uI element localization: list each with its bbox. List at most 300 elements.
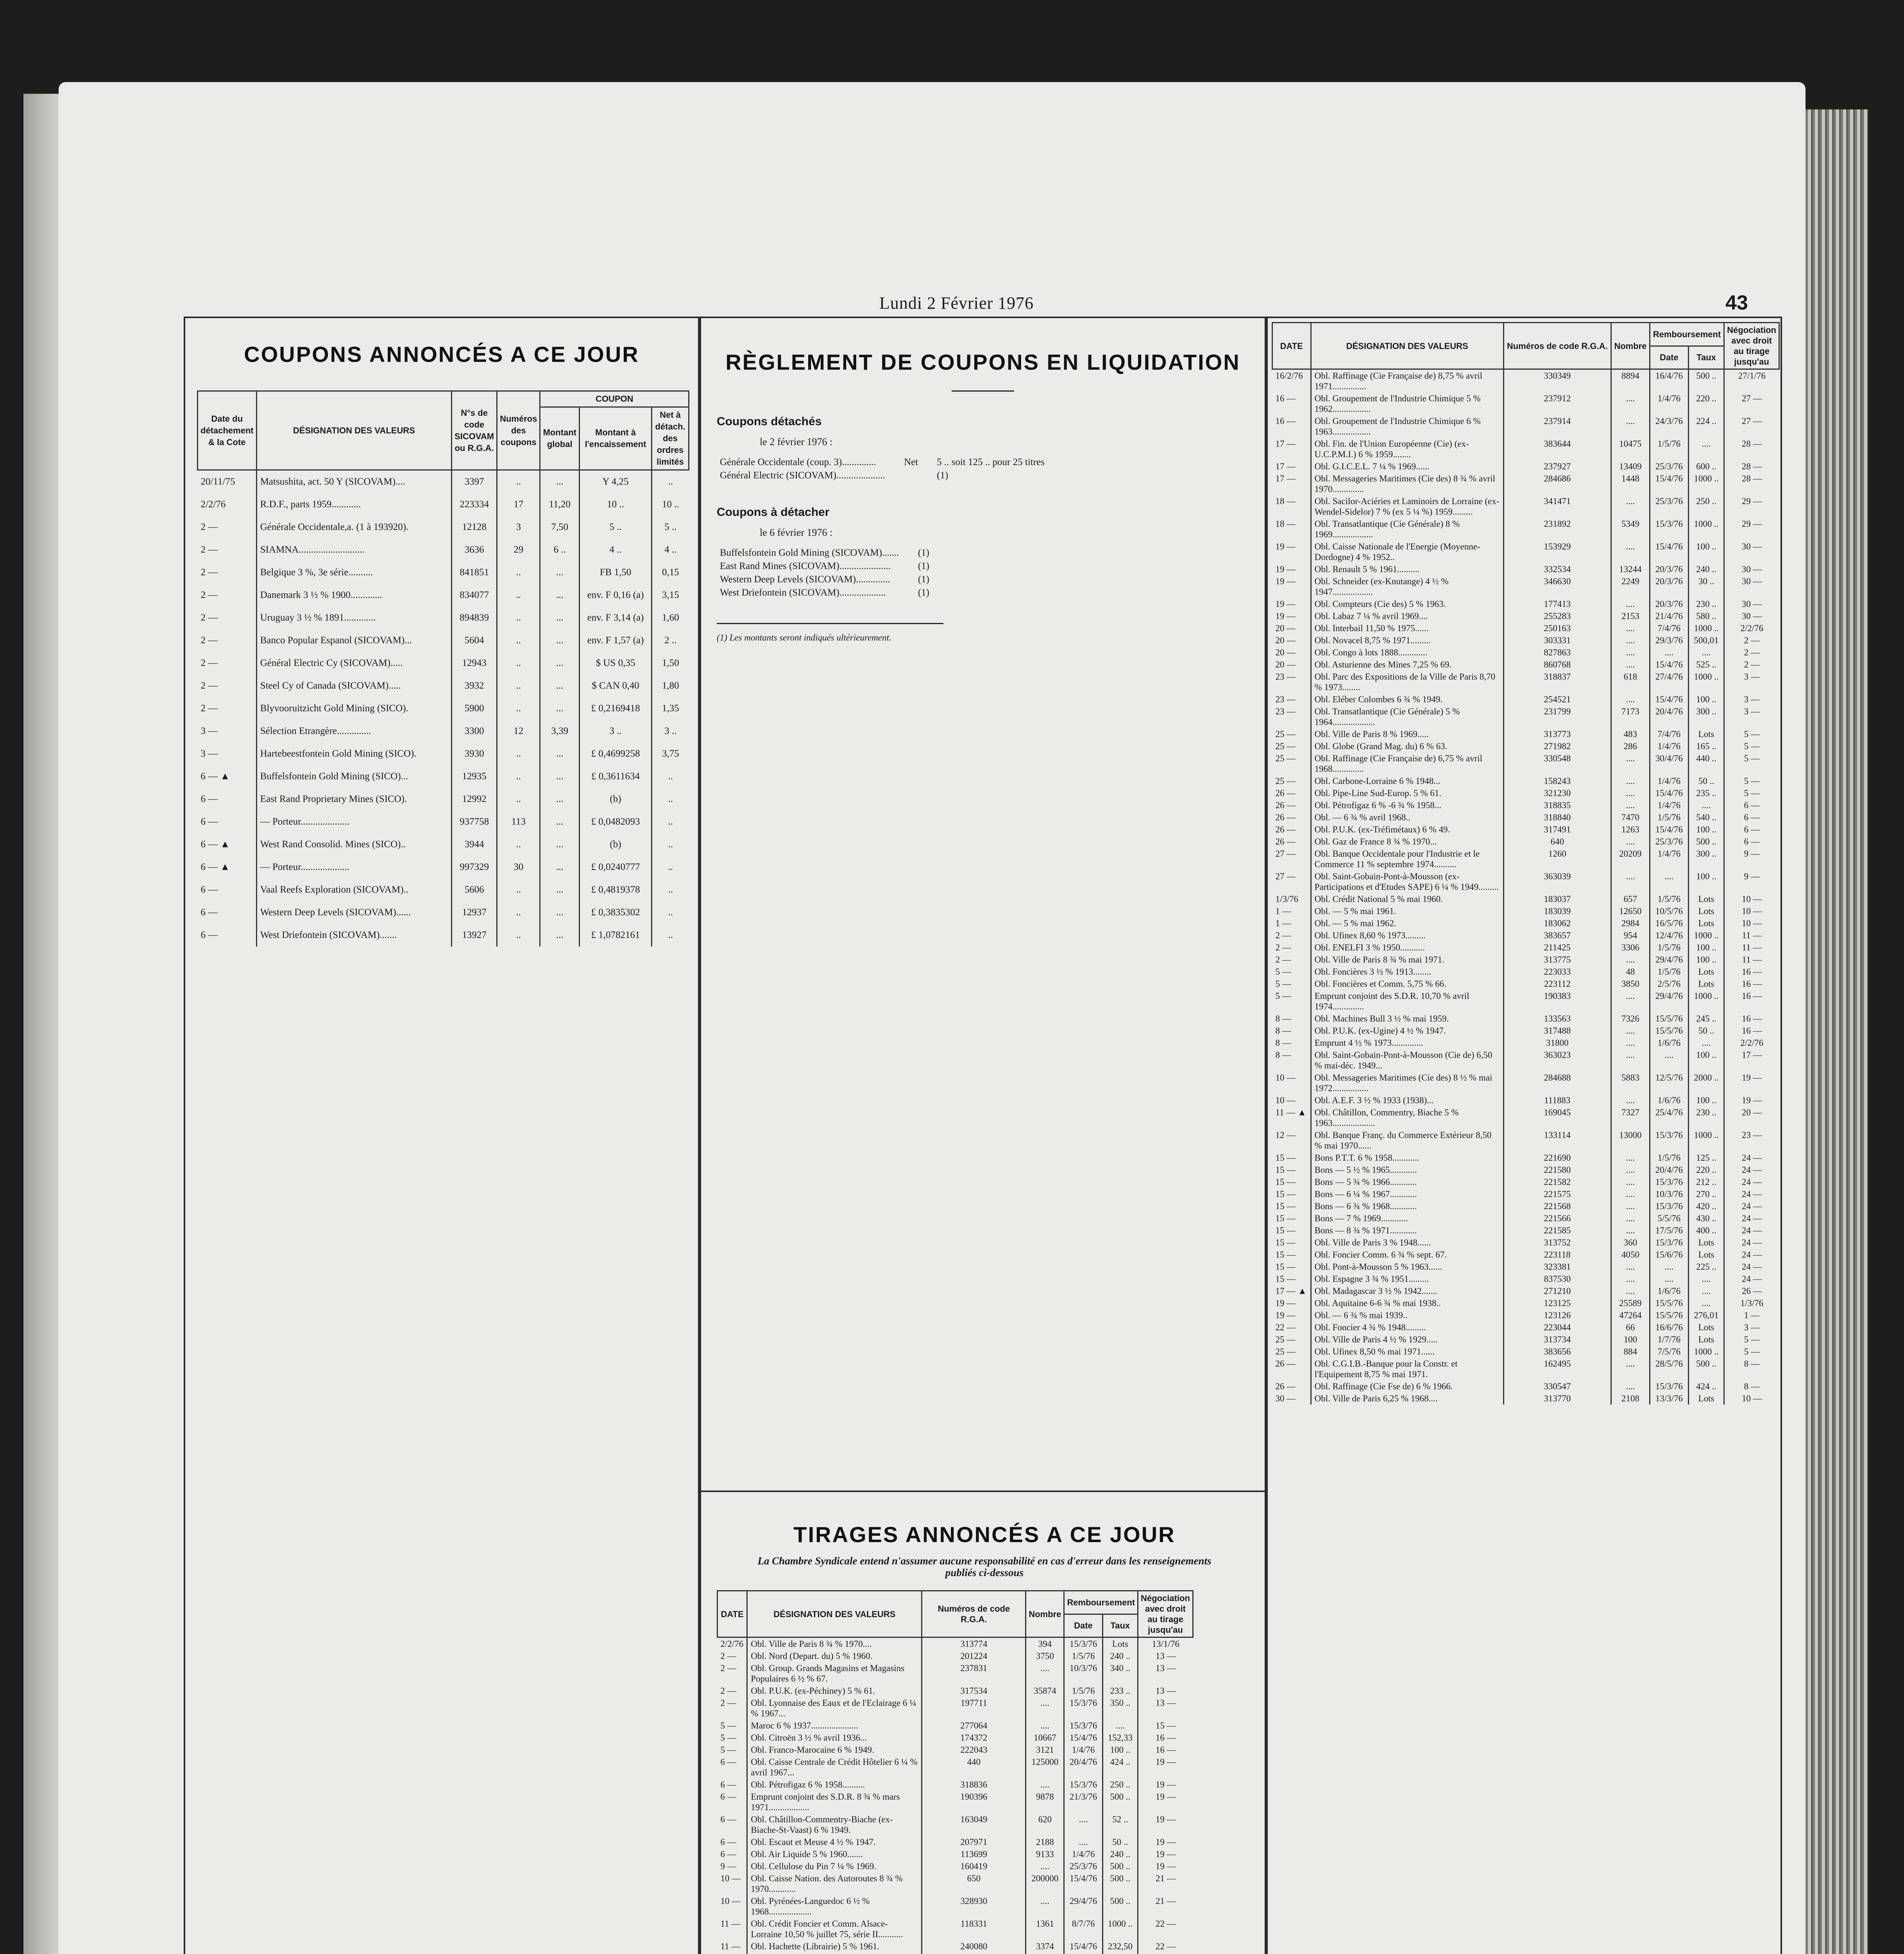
tirage-suite-row-cell: 19 —	[1275, 542, 1296, 551]
coupon-row-cell: ...	[540, 765, 580, 788]
coupon-row-cell: 6 —	[200, 884, 218, 895]
tirage-suite-row-cell: 284686	[1503, 472, 1611, 495]
tirage-suite-row-cell: 5/5/76	[1650, 1212, 1688, 1224]
tirage-suite-row	[1272, 1188, 1779, 1200]
tirage-suite-row-cell: 30 —	[1724, 540, 1779, 563]
tirage-suite-row-cell: 165 ..	[1688, 740, 1724, 752]
tirage-suite-row-cell: 27 —	[1724, 392, 1779, 415]
tirage-suite-row-cell: 1/3/76	[1724, 1297, 1779, 1309]
tirage-suite-row-cell: 440 ..	[1688, 752, 1724, 775]
coupon-row-cell: 6 ..	[540, 539, 580, 561]
tirage-suite-row	[1272, 1037, 1779, 1049]
coupon-row-cell: Uruguay 3 ½ % 1891.............	[256, 607, 451, 629]
tirage-row-cell: 201224	[922, 1650, 1026, 1662]
tirage-suite-row-cell: 16 —	[1724, 978, 1779, 990]
coupons-annonces-section	[184, 317, 700, 1954]
tirage-suite-row-cell: 24/3/76	[1650, 415, 1688, 438]
tirage-suite-row-cell: 10 —	[1275, 1073, 1296, 1083]
tirage-row-cell: 19 —	[1138, 1756, 1193, 1779]
tirage-row-cell: Obl. Group. Grands Magasins et Magasins Populaires 6 ½ % 67.	[747, 1662, 922, 1685]
coupon-row-cell: ..	[652, 788, 689, 811]
coupon-row-cell: 29	[497, 539, 540, 561]
tirage-row-cell: 500 ..	[1102, 1791, 1138, 1813]
adetacher-row-cell: Buffelsfontein Gold Mining (SICOVAM).......	[720, 548, 899, 558]
reglement-note: (1) Les montants seront indiqués ultérieurement.	[717, 633, 891, 642]
tirage-suite-row-cell: 3306	[1611, 941, 1650, 954]
tirage-suite-row-cell: ....	[1611, 1285, 1650, 1297]
tirage-suite-row-cell: 1/5/76	[1650, 438, 1688, 460]
tirage-suite-row-cell: 2 —	[1724, 634, 1779, 646]
coupon-row	[198, 788, 689, 811]
tirage-row-cell: 160419	[922, 1860, 1026, 1872]
tirage-suite-row-cell: 500 ..	[1688, 369, 1724, 393]
coupon-row-cell: Western Deep Levels (SICOVAM)......	[256, 901, 451, 924]
tirage-row-cell: 35874	[1026, 1685, 1064, 1697]
coupon-row-cell: £ 0,3611634	[580, 765, 652, 788]
tirage-row-cell: ....	[1026, 1895, 1064, 1918]
tirage-suite-row-cell: Obl. Ville de Paris 8 % 1969.....	[1311, 728, 1503, 740]
tirage-suite-row-cell: 8 —	[1724, 1358, 1779, 1380]
tirage-suite-row-cell: 158243	[1503, 775, 1611, 787]
coupon-row-cell: 3 ..	[580, 720, 652, 743]
tirage-suite-row-cell: ....	[1611, 634, 1650, 646]
detache-row	[717, 456, 1060, 469]
tirage-row-cell	[1064, 1952, 1102, 1954]
tirage-suite-row-cell: 9 —	[1724, 848, 1779, 870]
tirages-rows	[718, 1637, 1193, 1954]
tirage-suite-row-cell: 29 —	[1724, 518, 1779, 540]
tirage-suite-row-cell: 19 —	[1275, 564, 1296, 574]
tirage-suite-row	[1272, 848, 1779, 870]
tirage-suite-row-cell: 317488	[1503, 1025, 1611, 1037]
tirage-suite-row-cell: 100 ..	[1688, 1094, 1724, 1106]
tirage-suite-row	[1272, 540, 1779, 563]
tirage-row-cell: 3374	[1026, 1940, 1064, 1952]
col-date: Date du détachement & la Cote	[198, 391, 257, 470]
tirage-suite-row-cell: 300 ..	[1688, 848, 1724, 870]
tirage-suite-row-cell: 15/5/76	[1650, 1297, 1688, 1309]
tirage-suite-row-cell: Obl. Globe (Grand Mag. du) 6 % 63.	[1311, 740, 1503, 752]
tirage-suite-row-cell: 8 —	[1275, 1050, 1291, 1060]
tirage-suite-row-cell: ....	[1611, 495, 1650, 518]
coupon-row-cell: £ 0,4699258	[580, 743, 652, 765]
tirage-suite-row-cell: Obl. Foncières et Comm. 5,75 % 66.	[1311, 978, 1503, 990]
tirage-suite-row-cell: 330547	[1503, 1380, 1611, 1392]
tirage-row-cell: Obl. Hachette (Librairie) 5 % 1961.	[747, 1940, 922, 1952]
tirage-suite-row-cell: 28 —	[1724, 472, 1779, 495]
tirage-suite-row-cell: 10/3/76	[1650, 1188, 1688, 1200]
adetacher-row-cell: West Driefontein (SICOVAM)...................	[720, 587, 886, 598]
col-montant-global: Montant global	[540, 407, 580, 470]
tirage-row-cell: 15/4/76	[1064, 1732, 1102, 1744]
tirage-suite-row-cell: 30 —	[1724, 610, 1779, 622]
tirage-suite-row-cell: 30 —	[1275, 1394, 1296, 1403]
tirage-row-cell: 21/3/76	[1064, 1791, 1102, 1813]
tirage-suite-row-cell: 15/4/76	[1650, 693, 1688, 705]
coupon-row-cell: 5 ..	[652, 516, 689, 539]
tirage-suite-row-cell: 20 —	[1275, 660, 1296, 669]
tirage-suite-row-cell: 7/4/76	[1650, 728, 1688, 740]
tirage-suite-row-cell: 1000 ..	[1688, 622, 1724, 634]
coupon-row-cell: — Porteur....................	[256, 856, 451, 879]
coupon-row	[198, 675, 689, 697]
tirage-suite-row-cell: 25589	[1611, 1297, 1650, 1309]
tirages-suite-rows	[1272, 369, 1779, 1405]
tirage-suite-row-cell: 20 —	[1275, 623, 1296, 633]
tirage-suite-row	[1272, 1212, 1779, 1224]
tirage-suite-row	[1272, 787, 1779, 799]
tirage-row-cell: Obl. Châtillon-Commentry-Biache (ex-Biache-St-Vaast) 6 % 1949.	[747, 1813, 922, 1836]
coupon-row-cell: 10 ..	[580, 493, 652, 516]
tirage-suite-row-cell: 50 ..	[1688, 1025, 1724, 1037]
tirage-suite-row-cell: 25 —	[1275, 741, 1296, 751]
tirage-suite-row-cell: 15 —	[1275, 1250, 1296, 1260]
tirage-row-cell: 16 —	[1138, 1732, 1193, 1744]
tirage-row-cell: ....	[1026, 1662, 1064, 1685]
tirage-suite-row-cell: 15/3/76	[1650, 1200, 1688, 1212]
coupon-row-cell: 3300	[452, 720, 497, 743]
coupon-row-cell: ...	[540, 788, 580, 811]
tirage-row-cell: 2/2/76	[720, 1639, 744, 1649]
tirage-suite-row-cell: 15 —	[1275, 1153, 1296, 1163]
tirage-suite-row-cell: 1/4/76	[1650, 740, 1688, 752]
tirage-suite-row-cell: 1000 ..	[1688, 990, 1724, 1013]
tirage-row-cell: 424 ..	[1102, 1756, 1138, 1779]
coupon-row-cell: env. F 1,57 (a)	[580, 629, 652, 652]
tirage-suite-row-cell: 15 —	[1275, 1274, 1296, 1284]
tirage-suite-row-cell: 318837	[1503, 671, 1611, 693]
tirage-suite-row-cell: 19 —	[1275, 1298, 1296, 1308]
tirage-suite-row-cell: 424 ..	[1688, 1380, 1724, 1392]
tirage-suite-row-cell: Obl. Foncières 3 ½ % 1913........	[1311, 966, 1503, 978]
tirage-suite-row	[1272, 836, 1779, 848]
tirage-suite-row-cell: 223118	[1503, 1249, 1611, 1261]
tirage-suite-row-cell: ....	[1611, 1224, 1650, 1236]
tirage-suite-row-cell: 284688	[1503, 1072, 1611, 1094]
tirage-suite-row-cell: 10 —	[1724, 917, 1779, 929]
tirage-suite-row-cell: 237912	[1503, 392, 1611, 415]
coupon-row-cell: ..	[652, 924, 689, 947]
tirage-suite-row-cell: ....	[1611, 693, 1650, 705]
tirage-row-cell: Emprunt conjoint des S.D.R. 8 ¾ % mars 1971..................	[747, 1791, 922, 1813]
coupon-row-cell: Général Electric Cy (SICOVAM).....	[256, 652, 451, 675]
coupon-row	[198, 765, 689, 788]
tirage-suite-row-cell: 125 ..	[1688, 1152, 1724, 1164]
tirage-suite-row-cell: 15/3/76	[1650, 1380, 1688, 1392]
col-remboursement: Remboursement	[1064, 1591, 1138, 1614]
coupon-row-cell: 6 — ▲	[200, 771, 230, 782]
tirage-suite-row-cell: 30/4/76	[1650, 752, 1688, 775]
coupon-row	[198, 470, 689, 494]
tirage-suite-row	[1272, 598, 1779, 610]
coupon-row-cell: 3,75	[652, 743, 689, 765]
tirage-suite-row-cell: Obl. Foncier 4 ¾ % 1948.........	[1311, 1321, 1503, 1333]
tirage-suite-row	[1272, 1013, 1779, 1025]
coupon-row-cell: ...	[540, 629, 580, 652]
tirage-row	[718, 1650, 1193, 1662]
tirage-row-cell: Maroc 6 % 1937.....................	[747, 1720, 922, 1732]
tirage-row	[718, 1637, 1193, 1650]
coupon-row-cell: 0,15	[652, 561, 689, 584]
tirage-suite-row-cell: 224 ..	[1688, 415, 1724, 438]
tirage-suite-row-cell: 24 —	[1724, 1152, 1779, 1164]
coupon-row-cell: 6 —	[200, 816, 218, 827]
tirage-suite-row-cell: 230 ..	[1688, 598, 1724, 610]
tirage-row-cell: ....	[1064, 1836, 1102, 1848]
tirage-suite-row-cell: 254521	[1503, 693, 1611, 705]
tirage-suite-row-cell: Obl. Parc des Expositions de la Ville de Paris 8,70 % 1973........	[1311, 671, 1503, 693]
tirage-suite-row-cell: Obl. Banque Occidentale pour l'Industrie et le Commerce 11 % septembre 1974..........	[1311, 848, 1503, 870]
tirage-suite-row	[1272, 518, 1779, 540]
tirage-suite-row-cell: 13/3/76	[1650, 1392, 1688, 1405]
tirages-section	[717, 1522, 1252, 1954]
tirage-row-cell: 52 ..	[1102, 1813, 1138, 1836]
tirage-suite-row-cell: 66	[1611, 1321, 1650, 1333]
coupon-row	[198, 924, 689, 947]
tirage-suite-row-cell: 3 —	[1724, 693, 1779, 705]
tirage-suite-row-cell: 5 —	[1724, 740, 1779, 752]
coupon-row	[198, 743, 689, 765]
tirage-suite-row-cell: 1 —	[1275, 906, 1291, 916]
col-designation: DÉSIGNATION DES VALEURS	[1311, 323, 1503, 369]
tirage-suite-row	[1272, 1164, 1779, 1176]
adetacher-row	[717, 560, 945, 573]
tirage-suite-row-cell: 827863	[1503, 646, 1611, 658]
tirage-suite-row-cell: Lots	[1688, 978, 1724, 990]
tirage-row	[718, 1918, 1193, 1940]
tirage-suite-row-cell: 1/6/76	[1650, 1285, 1688, 1297]
tirage-suite-row-cell: 1000 ..	[1688, 472, 1724, 495]
tirage-suite-row-cell: 270 ..	[1688, 1188, 1724, 1200]
tirage-row-cell: 313774	[922, 1637, 1026, 1650]
tirage-suite-row-cell: 169045	[1503, 1106, 1611, 1129]
tirage-suite-row-cell: ....	[1650, 1049, 1688, 1072]
adetacher-row-cell: (1)	[918, 548, 929, 558]
tirage-suite-row-cell: 332534	[1503, 563, 1611, 575]
tirage-suite-row-cell: 15 —	[1275, 1226, 1296, 1235]
tirage-row-cell: 100 ..	[1102, 1744, 1138, 1756]
tirage-suite-row	[1272, 941, 1779, 954]
tirage-row-cell: Obl. Franco-Marocaine 6 % 1949.	[747, 1744, 922, 1756]
tirage-suite-row-cell: 25/3/76	[1650, 495, 1688, 518]
tirage-suite-row-cell: 15/3/76	[1650, 518, 1688, 540]
tirage-suite-row	[1272, 438, 1779, 460]
tirage-row-cell: 317534	[922, 1685, 1026, 1697]
coupon-row-cell: ..	[497, 788, 540, 811]
page-number: 43	[1725, 292, 1748, 314]
tirage-suite-row-cell: 223044	[1503, 1321, 1611, 1333]
coupon-row-cell: 2 ..	[652, 629, 689, 652]
tirage-suite-row-cell: 271210	[1503, 1285, 1611, 1297]
tirage-suite-row-cell: 24 —	[1724, 1261, 1779, 1273]
tirage-suite-row-cell: 1 —	[1724, 1309, 1779, 1321]
tirage-suite-row-cell: 1/4/76	[1650, 799, 1688, 811]
tirage-suite-row-cell: 24 —	[1724, 1164, 1779, 1176]
tirage-suite-row-cell: Obl. Interbail 11,50 % 1975......	[1311, 622, 1503, 634]
tirage-suite-row	[1272, 752, 1779, 775]
tirage-suite-row-cell: 313770	[1503, 1392, 1611, 1405]
tirage-row-cell: 15/4/76	[1064, 1940, 1102, 1952]
tirage-suite-row-cell: 6 —	[1724, 811, 1779, 823]
tirage-suite-row-cell: Obl. Ville de Paris 3 % 1948......	[1311, 1236, 1503, 1249]
tirage-row-cell: 15/3/76	[1064, 1779, 1102, 1791]
tirage-suite-row-cell: 123126	[1503, 1309, 1611, 1321]
tirage-suite-row-cell: 25/3/76	[1650, 836, 1688, 848]
coupon-row-cell: £ 0,4819378	[580, 879, 652, 901]
col-nombre: Nombre	[1026, 1591, 1064, 1637]
coupon-row-cell: ...	[540, 901, 580, 924]
tirage-suite-row-cell: 23 —	[1275, 672, 1296, 682]
tirage-suite-row	[1272, 575, 1779, 598]
tirage-row	[718, 1662, 1193, 1685]
tirage-suite-row-cell: 10 —	[1724, 905, 1779, 917]
detache-row-cell: Net	[904, 457, 918, 467]
tirage-suite-row	[1272, 966, 1779, 978]
tirage-suite-row-cell: 2153	[1611, 610, 1650, 622]
coupon-row-cell: 7,50	[540, 516, 580, 539]
tirage-suite-row-cell: Obl. — 6 ¾ % mai 1939..	[1311, 1309, 1503, 1321]
tirage-suite-row-cell: Obl. Messageries Maritimes (Cie des) 8 ¾ % avril 1970..............	[1311, 472, 1503, 495]
tirage-row-cell: Obl. Air Liquide 5 % 1960.......	[747, 1848, 922, 1860]
tirage-row-cell: 13 —	[1138, 1697, 1193, 1720]
tirage-suite-row-cell: Obl. Châtillon, Commentry, Biache 5 % 1963...................	[1311, 1106, 1503, 1129]
col-date: DATE	[718, 1591, 747, 1637]
tirage-suite-row	[1272, 990, 1779, 1013]
tirage-suite-row	[1272, 622, 1779, 634]
tirage-row-cell: 19 —	[1138, 1848, 1193, 1860]
tirage-suite-row-cell: 27/1/76	[1724, 369, 1779, 393]
tirage-suite-row-cell: 317491	[1503, 823, 1611, 836]
tirage-suite-row-cell: 5349	[1611, 518, 1650, 540]
tirage-row-cell: ....	[1026, 1697, 1064, 1720]
tirage-row-cell: 318836	[922, 1779, 1026, 1791]
tirage-suite-row-cell: 19 —	[1724, 1094, 1779, 1106]
tirage-suite-row-cell: 24 —	[1724, 1176, 1779, 1188]
tirage-suite-row-cell: 25 —	[1275, 1347, 1296, 1356]
tirage-suite-row-cell: Lots	[1688, 1236, 1724, 1249]
coupon-row-cell: ..	[652, 765, 689, 788]
tirage-row	[718, 1895, 1193, 1918]
tirages-suite-table	[1272, 322, 1780, 1405]
coupon-row-cell: ..	[497, 833, 540, 856]
middle-column	[700, 317, 1266, 1954]
tirage-suite-row	[1272, 1106, 1779, 1129]
tirage-suite-row-cell: 15/3/76	[1650, 1236, 1688, 1249]
coupon-row-cell: ..	[497, 879, 540, 901]
tirage-suite-row-cell: 954	[1611, 929, 1650, 941]
tirage-suite-row-cell: 10 —	[1724, 1392, 1779, 1405]
coupon-row-cell: 3944	[452, 833, 497, 856]
tirage-suite-row-cell: Obl. Madagascar 3 ½ % 1942.......	[1311, 1285, 1503, 1297]
adetacher-row-cell: (1)	[918, 587, 929, 598]
tirage-suite-row-cell: 20 —	[1724, 1106, 1779, 1129]
tirage-suite-row-cell: 18 —	[1275, 519, 1296, 529]
tirage-suite-row-cell: 21/4/76	[1650, 610, 1688, 622]
tirage-suite-row-cell: 5 —	[1724, 787, 1779, 799]
tirage-suite-row-cell: 271982	[1503, 740, 1611, 752]
tirage-suite-row-cell: 483	[1611, 728, 1650, 740]
tirage-suite-row-cell: 111883	[1503, 1094, 1611, 1106]
coupon-row-cell: 3 —	[200, 726, 218, 736]
tirage-suite-row-cell: 11 —	[1724, 929, 1779, 941]
tirage-suite-row-cell: 1260	[1503, 848, 1611, 870]
coupon-row-cell: £ 0,3835302	[580, 901, 652, 924]
tirage-suite-row-cell: Obl. Raffinage (Cie Fse de) 6 % 1966.	[1311, 1380, 1503, 1392]
tirage-suite-row-cell: 5 —	[1275, 979, 1291, 989]
tirage-suite-row-cell: 1448	[1611, 472, 1650, 495]
tirage-suite-row-cell: ....	[1611, 1164, 1650, 1176]
coupon-row-cell: £ 1,0782161	[580, 924, 652, 947]
tirage-suite-row-cell: 2249	[1611, 575, 1650, 598]
tirage-suite-row	[1272, 646, 1779, 658]
coupon-row-cell: 2 —	[200, 590, 218, 600]
coupons-annonces-rows	[198, 470, 689, 947]
tirage-suite-row-cell: 12/5/76	[1650, 1072, 1688, 1094]
coupons-a-detacher-heading: Coupons à détacher	[717, 506, 830, 519]
tirage-suite-row	[1272, 1261, 1779, 1273]
coupon-row-cell: 223334	[452, 493, 497, 516]
tirage-suite-row-cell: 10 —	[1275, 1095, 1296, 1105]
coupon-row-cell: Sélection Etrangère..............	[256, 720, 451, 743]
tirage-suite-row	[1272, 472, 1779, 495]
tirage-suite-row-cell: Obl. Ufinex 8,60 % 1973.........	[1311, 929, 1503, 941]
tirage-suite-row-cell: 13409	[1611, 460, 1650, 472]
tirage-row-cell: 240080	[922, 1940, 1026, 1952]
tirage-row-cell: 237831	[922, 1662, 1026, 1685]
tirage-suite-row	[1272, 392, 1779, 415]
coupon-row-cell: 3636	[452, 539, 497, 561]
detache-row-cell	[901, 469, 934, 482]
tirage-suite-row	[1272, 929, 1779, 941]
coupon-row-cell: 3	[497, 516, 540, 539]
tirage-suite-row-cell: ....	[1688, 799, 1724, 811]
tirage-suite-row-cell: ....	[1611, 954, 1650, 966]
tirage-suite-row-cell: 20/3/76	[1650, 598, 1688, 610]
tirage-suite-row-cell: 7470	[1611, 811, 1650, 823]
tirage-suite-row-cell: 1/5/76	[1650, 811, 1688, 823]
tirage-suite-row-cell: Obl. Raffinage (Cie Française de) 6,75 % avril 1968..............	[1311, 752, 1503, 775]
tirage-suite-row-cell: 20/3/76	[1650, 575, 1688, 598]
adetacher-row-cell: (1)	[918, 561, 929, 571]
tirage-suite-row-cell: Lots	[1688, 905, 1724, 917]
coupon-row-cell: 3,39	[540, 720, 580, 743]
tirage-row-cell: 650	[922, 1872, 1026, 1895]
tirage-suite-row-cell: 1 —	[1275, 918, 1291, 928]
tirage-row	[718, 1756, 1193, 1779]
tirage-suite-row-cell: 1/5/76	[1650, 893, 1688, 905]
tirage-suite-row-cell: 383657	[1503, 929, 1611, 941]
tirage-row-cell: 125000	[1026, 1756, 1064, 1779]
tirage-row-cell: 10 —	[720, 1896, 741, 1906]
tirage-suite-row-cell: 8 —	[1275, 1026, 1291, 1036]
tirage-suite-row	[1272, 917, 1779, 929]
tirage-suite-row	[1272, 1392, 1779, 1405]
coupon-row-cell: 12992	[452, 788, 497, 811]
tirage-row-cell: 250 ..	[1102, 1779, 1138, 1791]
tirage-suite-row-cell: ....	[1611, 1176, 1650, 1188]
tirage-suite-row-cell: 47264	[1611, 1309, 1650, 1321]
tirage-suite-row-cell: 183037	[1503, 893, 1611, 905]
tirage-suite-row-cell: Lots	[1688, 966, 1724, 978]
tirages-suite-section	[1266, 317, 1782, 1954]
coupon-row-cell: 20/11/75	[200, 476, 235, 487]
tirage-suite-row-cell: ....	[1611, 1025, 1650, 1037]
coupon-row-cell: ..	[497, 470, 540, 494]
tirage-suite-row-cell: 363039	[1503, 870, 1611, 893]
tirage-suite-row-cell: 8 —	[1275, 1038, 1291, 1048]
tirage-suite-row-cell: 30 —	[1724, 563, 1779, 575]
coupon-row-cell: 6 — ▲	[200, 839, 230, 850]
